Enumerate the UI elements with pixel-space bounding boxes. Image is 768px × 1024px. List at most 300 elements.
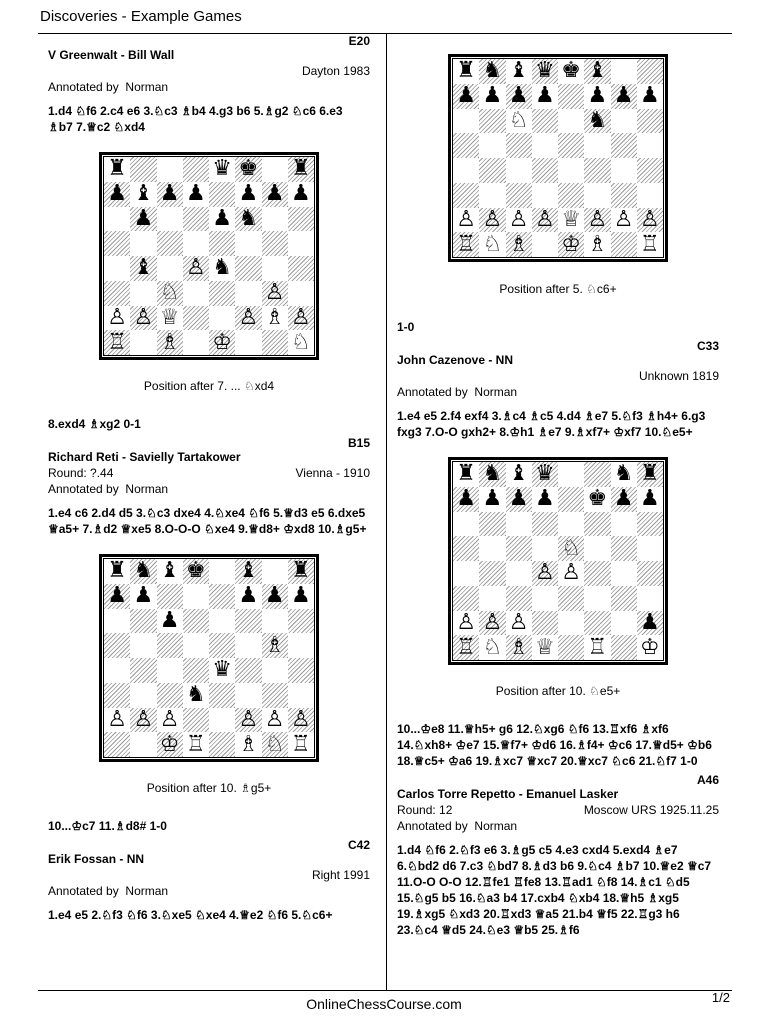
square-g6 [262, 609, 288, 634]
square-c3 [506, 586, 532, 611]
game-round: Round: 12 [397, 803, 453, 817]
square-c8 [157, 157, 183, 182]
white-rook-icon: ♖ [186, 731, 206, 757]
game-moves: 1.d4 ♘f6 2.c4 e6 3.♘c3 ♗b4 4.g3 b6 5.♗g2 ♘c6 6.e3 ♗b7 7.♕c2 ♘xd4 [48, 104, 343, 134]
square-e3 [209, 683, 235, 708]
black-pawn-icon: ♟ [133, 205, 154, 231]
square-f1 [584, 232, 610, 257]
square-f6 [584, 512, 610, 537]
square-b3 [130, 281, 156, 306]
square-f3 [235, 683, 261, 708]
game-torre-lasker [397, 773, 719, 938]
square-h3 [637, 586, 663, 611]
square-c1 [506, 635, 532, 660]
game-moves: 1.e4 e5 2.f4 exf4 3.♗c4 ♗c5 4.d4 ♗e7 5.♘f3 ♗h4+ 6.g3 fxg3 7.O-O gxh2+ 8.♔h1 ♗e7 9.♗xf7+ ♔xf7 10.♘e5+ [397, 409, 706, 439]
game-fossan-nn [48, 838, 370, 923]
square-a1 [453, 232, 479, 257]
white-king-icon: ♔ [640, 634, 660, 660]
square-b3 [479, 586, 505, 611]
white-pawn-icon: ♙ [186, 255, 206, 281]
square-a3 [453, 586, 479, 611]
white-pawn-icon: ♙ [535, 560, 555, 586]
square-a4 [453, 561, 479, 586]
square-b6 [479, 512, 505, 537]
square-g7 [611, 84, 637, 109]
square-a7 [104, 182, 130, 207]
black-pawn-icon: ♟ [535, 486, 555, 512]
square-d7 [183, 584, 209, 609]
square-a5 [453, 536, 479, 561]
square-h2 [637, 611, 663, 636]
square-e6 [558, 512, 584, 537]
square-h8 [637, 462, 663, 487]
square-c3 [157, 683, 183, 708]
square-b8 [130, 559, 156, 584]
black-pawn-icon: ♟ [291, 583, 311, 609]
black-pawn-icon: ♟ [264, 181, 285, 207]
square-f8 [235, 157, 261, 182]
black-pawn-icon: ♟ [508, 83, 529, 109]
square-e5 [558, 536, 584, 561]
square-g8 [611, 462, 637, 487]
black-rook-icon: ♜ [456, 58, 476, 84]
black-knight-icon: ♞ [212, 255, 232, 281]
white-queen-icon: ♕ [561, 206, 581, 232]
annotator-label: Annotated by [48, 80, 119, 94]
square-g3 [611, 183, 637, 208]
board-grid [103, 558, 315, 758]
square-b8 [479, 462, 505, 487]
square-d6 [183, 609, 209, 634]
square-f8 [584, 59, 610, 84]
square-e3 [558, 183, 584, 208]
square-a3 [104, 683, 130, 708]
black-pawn-icon: ♟ [291, 181, 311, 207]
game-moves: 1.d4 ♘f6 2.♘f3 e6 3.♗g5 c5 4.e3 cxd4 5.exd4 ♗e7 6.♘bd2 d6 7.c3 ♘bd7 8.♗d3 b6 9.♘c4 ♗b7 10.♕e2 ♕c7 11.O-O O-O 12.♖fe1 ♖fe8 13.♖ad1 ♘f8 14.♗c1 ♘d5 15.♘g5 b5 16.♘a3 b4 17.cxb4 ♘xb4 18.♕h5 ♗xg5 19.♗xg5 ♘xd3 20.♖xd3 ♕a5 21.b4 ♕f5 22.♖g3 h6 23.♘c4 ♕d5 24.♘e3 ♕b5 25.♗f6 [397, 843, 712, 937]
white-pawn-icon: ♙ [107, 706, 127, 732]
square-c8 [506, 462, 532, 487]
white-pawn-icon: ♙ [133, 706, 154, 732]
square-a1 [104, 732, 130, 757]
white-rook-icon: ♖ [107, 329, 127, 355]
square-e4 [209, 256, 235, 281]
square-d7 [532, 487, 558, 512]
black-rook-icon: ♜ [456, 461, 476, 487]
square-b3 [479, 183, 505, 208]
square-d7 [183, 182, 209, 207]
square-h5 [637, 133, 663, 158]
square-e1 [209, 330, 235, 355]
square-d3 [183, 683, 209, 708]
square-d6 [532, 109, 558, 134]
black-pawn-icon: ♟ [482, 83, 503, 109]
black-queen-icon: ♛ [212, 156, 232, 182]
black-knight-icon: ♞ [482, 58, 503, 84]
square-b8 [479, 59, 505, 84]
square-e3 [209, 281, 235, 306]
white-pawn-icon: ♙ [238, 304, 259, 330]
square-e8 [209, 157, 235, 182]
white-pawn-icon: ♙ [456, 609, 476, 635]
game-meta [48, 63, 370, 79]
white-bishop-icon: ♗ [508, 634, 529, 660]
square-c7 [506, 487, 532, 512]
square-f7 [235, 182, 261, 207]
square-h1 [288, 732, 314, 757]
annotator-line [397, 384, 719, 400]
square-f4 [235, 658, 261, 683]
square-b4 [479, 158, 505, 183]
white-queen-icon: ♕ [159, 304, 180, 330]
square-c8 [506, 59, 532, 84]
square-e7 [209, 182, 235, 207]
square-f6 [584, 109, 610, 134]
black-pawn-icon: ♟ [640, 486, 660, 512]
square-h8 [288, 157, 314, 182]
black-queen-icon: ♛ [535, 461, 555, 487]
square-b6 [130, 207, 156, 232]
white-bishop-icon: ♗ [159, 329, 180, 355]
square-g4 [611, 158, 637, 183]
white-rook-icon: ♖ [456, 634, 476, 660]
square-h7 [637, 487, 663, 512]
black-pawn-icon: ♟ [587, 83, 608, 109]
square-g8 [611, 59, 637, 84]
board-caption: Position after 10. ♘e5+ [495, 684, 621, 698]
game-meta [48, 465, 370, 481]
square-a2 [453, 208, 479, 233]
annotator-line [48, 883, 370, 899]
black-queen-icon: ♛ [535, 58, 555, 84]
square-h3 [288, 683, 314, 708]
white-queen-icon: ♕ [535, 634, 555, 660]
square-a3 [453, 183, 479, 208]
eco-code: C42 [347, 838, 370, 852]
black-pawn-icon: ♟ [107, 583, 127, 609]
white-pawn-icon: ♙ [291, 304, 311, 330]
square-b7 [130, 182, 156, 207]
square-a5 [453, 133, 479, 158]
black-knight-icon: ♞ [238, 205, 259, 231]
square-a5 [104, 231, 130, 256]
square-e5 [209, 231, 235, 256]
game-round: Round: ?.44 [48, 466, 114, 480]
square-d5 [532, 536, 558, 561]
square-g4 [262, 658, 288, 683]
square-a4 [104, 658, 130, 683]
square-e1 [558, 232, 584, 257]
square-f3 [235, 281, 261, 306]
annotator-label: Annotated by [48, 482, 119, 496]
square-g6 [262, 207, 288, 232]
square-a8 [104, 559, 130, 584]
white-bishop-icon: ♗ [264, 632, 285, 658]
square-c2 [506, 611, 532, 636]
white-king-icon: ♔ [212, 329, 232, 355]
black-pawn-icon: ♟ [482, 486, 503, 512]
annotator-name: Norman [125, 80, 169, 94]
square-a4 [453, 158, 479, 183]
footer-site: OnlineChessCourse.com [306, 996, 462, 1012]
square-b5 [130, 231, 156, 256]
eco-code: C33 [696, 339, 719, 353]
white-pawn-icon: ♙ [508, 609, 529, 635]
square-h6 [637, 109, 663, 134]
black-bishop-icon: ♝ [159, 558, 180, 584]
white-knight-icon: ♘ [508, 107, 529, 133]
white-pawn-icon: ♙ [587, 206, 608, 232]
white-rook-icon: ♖ [456, 231, 476, 257]
square-d3 [183, 281, 209, 306]
square-g8 [262, 157, 288, 182]
square-e4 [558, 158, 584, 183]
square-d1 [532, 635, 558, 660]
square-a6 [104, 609, 130, 634]
square-a7 [104, 584, 130, 609]
square-b1 [130, 732, 156, 757]
square-h1 [288, 330, 314, 355]
square-c4 [157, 658, 183, 683]
square-e7 [558, 84, 584, 109]
annotator-name: Norman [125, 482, 169, 496]
game-players: John Cazenove - NN [397, 353, 514, 367]
square-c7 [157, 584, 183, 609]
left-column [48, 34, 370, 923]
square-b2 [479, 611, 505, 636]
white-bishop-icon: ♗ [238, 731, 259, 757]
black-knight-icon: ♞ [613, 461, 634, 487]
square-d2 [183, 708, 209, 733]
eco-code: E20 [348, 34, 370, 48]
board-container [397, 457, 719, 665]
square-g3 [262, 683, 288, 708]
square-a1 [453, 635, 479, 660]
square-d6 [532, 512, 558, 537]
chess-board [99, 152, 319, 360]
square-e2 [558, 208, 584, 233]
square-a2 [104, 708, 130, 733]
white-pawn-icon: ♙ [613, 206, 634, 232]
square-f4 [584, 561, 610, 586]
black-bishop-icon: ♝ [508, 58, 529, 84]
black-pawn-icon: ♟ [456, 486, 476, 512]
game-continuation: 8.exd4 ♗xg2 0-1 [48, 417, 141, 431]
square-e7 [209, 584, 235, 609]
square-h3 [288, 281, 314, 306]
square-f8 [235, 559, 261, 584]
square-d3 [532, 586, 558, 611]
square-c1 [157, 732, 183, 757]
black-pawn-icon: ♟ [159, 181, 180, 207]
square-e4 [558, 561, 584, 586]
square-b1 [479, 635, 505, 660]
black-bishop-icon: ♝ [238, 558, 259, 584]
black-rook-icon: ♜ [291, 156, 311, 182]
black-knight-icon: ♞ [133, 558, 154, 584]
white-king-icon: ♔ [561, 231, 581, 257]
white-knight-icon: ♘ [482, 231, 503, 257]
white-pawn-icon: ♙ [264, 280, 285, 306]
square-b1 [130, 330, 156, 355]
square-d5 [183, 231, 209, 256]
game-continuation: 10...♔e8 11.♕h5+ g6 12.♘xg6 ♘f6 13.♖xf6 ♗xf6 14.♘xh8+ ♔e7 15.♕f7+ ♔d6 16.♗f4+ ♔c6 17.♕d5+ ♔b6 18.♕c5+ ♔a6 19.♗xc7 ♕xc7 20.♕xc7 ♘c6 21.♘f7 1-0 [397, 722, 712, 768]
square-a6 [453, 512, 479, 537]
white-rook-icon: ♖ [587, 634, 608, 660]
white-pawn-icon: ♙ [482, 206, 503, 232]
annotator-label: Annotated by [397, 385, 468, 399]
square-d7 [532, 84, 558, 109]
board-grid [452, 58, 664, 258]
annotator-label: Annotated by [48, 884, 119, 898]
square-g3 [262, 281, 288, 306]
eco-code: B15 [347, 436, 370, 450]
white-rook-icon: ♖ [640, 231, 660, 257]
square-c5 [506, 536, 532, 561]
square-h1 [637, 232, 663, 257]
square-c1 [506, 232, 532, 257]
board-caption: Position after 7. ... ♘xd4 [143, 379, 275, 393]
square-e4 [209, 658, 235, 683]
black-bishop-icon: ♝ [133, 181, 154, 207]
square-e5 [209, 633, 235, 658]
square-d8 [532, 59, 558, 84]
annotator-line [397, 818, 719, 834]
square-d8 [183, 559, 209, 584]
square-b4 [130, 658, 156, 683]
black-pawn-icon: ♟ [238, 583, 259, 609]
black-rook-icon: ♜ [291, 558, 311, 584]
square-d6 [183, 207, 209, 232]
square-f5 [235, 231, 261, 256]
black-rook-icon: ♜ [107, 558, 127, 584]
square-h3 [637, 183, 663, 208]
square-h8 [288, 559, 314, 584]
square-a8 [453, 462, 479, 487]
square-h1 [637, 635, 663, 660]
square-b7 [130, 584, 156, 609]
white-pawn-icon: ♙ [561, 560, 581, 586]
square-a4 [104, 256, 130, 281]
white-rook-icon: ♖ [291, 731, 311, 757]
square-c5 [506, 133, 532, 158]
square-a2 [453, 611, 479, 636]
square-d2 [532, 611, 558, 636]
square-f6 [235, 609, 261, 634]
chess-board [448, 54, 668, 262]
eco-code: A46 [696, 773, 719, 787]
square-e7 [558, 487, 584, 512]
square-h5 [288, 633, 314, 658]
square-b5 [130, 633, 156, 658]
game-event: Vienna - 1910 [295, 466, 370, 480]
square-g5 [262, 231, 288, 256]
black-queen-icon: ♛ [212, 657, 232, 683]
square-g7 [262, 584, 288, 609]
white-knight-icon: ♘ [561, 535, 581, 561]
square-b2 [130, 306, 156, 331]
square-d5 [532, 133, 558, 158]
black-pawn-icon: ♟ [186, 181, 206, 207]
square-h2 [288, 708, 314, 733]
square-a8 [453, 59, 479, 84]
square-c2 [157, 306, 183, 331]
square-a6 [453, 109, 479, 134]
square-a1 [104, 330, 130, 355]
square-c3 [506, 183, 532, 208]
column-divider [386, 33, 387, 990]
square-b2 [479, 208, 505, 233]
square-d1 [532, 232, 558, 257]
game-cazenove-nn [397, 339, 719, 769]
right-column [397, 34, 719, 938]
square-f4 [235, 256, 261, 281]
square-h5 [637, 536, 663, 561]
square-f2 [584, 611, 610, 636]
square-d5 [183, 633, 209, 658]
square-g1 [262, 732, 288, 757]
square-h2 [637, 208, 663, 233]
square-f1 [584, 635, 610, 660]
square-a7 [453, 487, 479, 512]
square-e1 [558, 635, 584, 660]
square-d4 [183, 256, 209, 281]
black-pawn-icon: ♟ [613, 83, 634, 109]
game-event: Unknown 1819 [638, 369, 719, 383]
square-f6 [235, 207, 261, 232]
square-e2 [209, 708, 235, 733]
white-pawn-icon: ♙ [159, 706, 180, 732]
black-pawn-icon: ♟ [212, 205, 232, 231]
square-c4 [157, 256, 183, 281]
annotator-name: Norman [474, 385, 518, 399]
board-caption: Position after 10. ♗g5+ [146, 781, 272, 795]
white-pawn-icon: ♙ [238, 706, 259, 732]
square-d4 [532, 561, 558, 586]
black-knight-icon: ♞ [587, 107, 608, 133]
square-b4 [130, 256, 156, 281]
square-a3 [104, 281, 130, 306]
game-moves: 1.e4 c6 2.d4 d5 3.♘c3 dxe4 4.♘xe4 ♘f6 5.♕d3 e5 6.dxe5 ♕a5+ 7.♗d2 ♕xe5 8.O-O-O ♘xe4 9.♕d8+ ♔xd8 10.♗g5+ [48, 506, 367, 536]
square-b5 [479, 133, 505, 158]
board-grid [452, 461, 664, 661]
square-b2 [130, 708, 156, 733]
game-event: Moscow URS 1925.11.25 [583, 803, 719, 817]
square-h2 [288, 306, 314, 331]
square-d3 [532, 183, 558, 208]
game-continuation: 10...♔c7 11.♗d8# 1-0 [48, 819, 167, 833]
annotator-label: Annotated by [397, 819, 468, 833]
square-e1 [209, 732, 235, 757]
board-caption: Position after 5. ♘c6+ [499, 282, 617, 296]
white-pawn-icon: ♙ [508, 206, 529, 232]
square-c4 [506, 561, 532, 586]
square-f7 [235, 584, 261, 609]
square-h4 [288, 256, 314, 281]
square-a2 [104, 306, 130, 331]
square-e2 [558, 611, 584, 636]
square-c5 [157, 633, 183, 658]
square-a6 [104, 207, 130, 232]
black-king-icon: ♚ [561, 58, 581, 84]
square-g7 [611, 487, 637, 512]
square-h4 [288, 658, 314, 683]
square-a5 [104, 633, 130, 658]
square-g2 [262, 708, 288, 733]
white-knight-icon: ♘ [159, 280, 180, 306]
square-h5 [288, 231, 314, 256]
square-f7 [584, 487, 610, 512]
square-g7 [262, 182, 288, 207]
